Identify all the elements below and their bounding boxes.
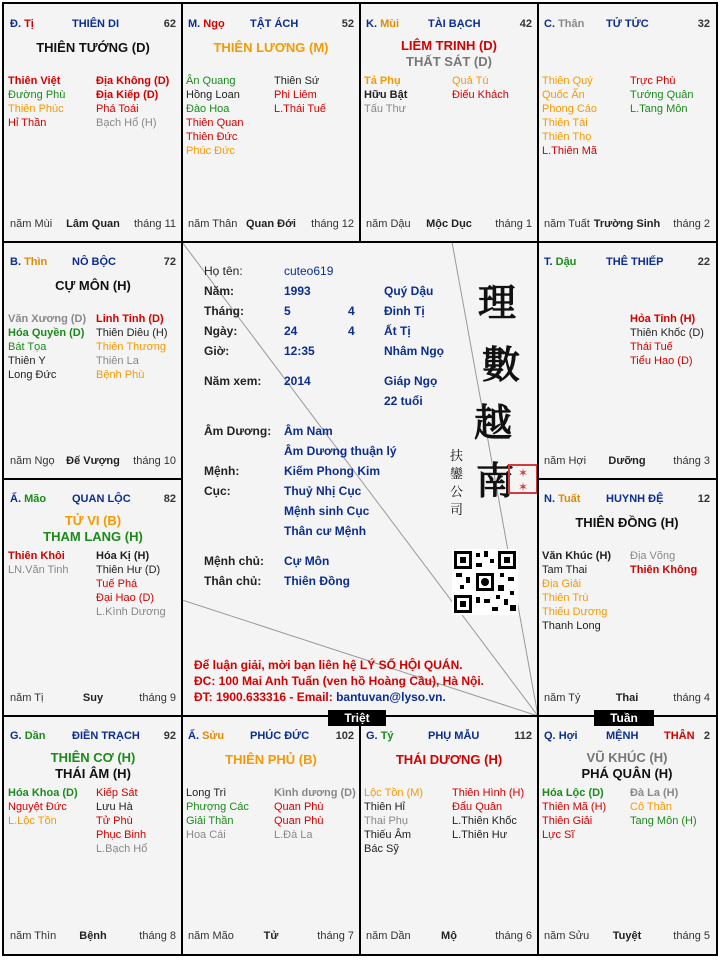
- palace-stage: Lâm Quan: [66, 218, 120, 230]
- minor-star: Thiên Khốc (D): [630, 327, 704, 339]
- minor-star: Tang Môn (H): [630, 815, 697, 827]
- palace-can-chi: T. Dậu: [544, 256, 577, 268]
- palace-year: năm Hợi: [544, 455, 587, 467]
- bad-stars-column: [630, 74, 694, 116]
- palace-name: QUAN LỘC: [72, 493, 131, 505]
- minor-star: Hóa Quyền (D): [8, 327, 85, 339]
- minor-star: Tiểu Hao (D): [630, 355, 693, 367]
- month-canchi: Đinh Tị: [384, 304, 425, 318]
- palace-number: 2: [703, 730, 710, 742]
- palace-stage: Thai: [615, 692, 639, 704]
- month-value: 5: [284, 304, 291, 318]
- main-star: THIÊN CƠ (H): [50, 750, 136, 765]
- palace-name: TÀI BẠCH: [428, 18, 481, 30]
- age: 22 tuổi: [384, 394, 423, 408]
- palace-stage: Bệnh: [79, 930, 107, 942]
- palace-footer: [544, 930, 710, 944]
- cuc-note-2: Thân cư Mệnh: [284, 524, 367, 538]
- minor-star: Bát Tọa: [8, 341, 47, 353]
- minor-star: Lưu Hà: [96, 801, 133, 813]
- palace-year: năm Dậu: [366, 218, 411, 230]
- minor-star: Hóa Khoa (D): [8, 787, 78, 799]
- palace-name: MỆNH: [606, 730, 639, 742]
- minor-star: Hồng Loan: [186, 89, 240, 101]
- calligraphy-char-4: 南: [476, 458, 515, 503]
- palace-number: 22: [697, 256, 710, 268]
- year-label: Năm:: [204, 284, 235, 298]
- palace-number: 62: [163, 18, 176, 30]
- minor-star: L.Tang Môn: [630, 103, 688, 115]
- palace-footer: [10, 455, 176, 469]
- minor-star: Kình dương (D): [274, 787, 356, 799]
- palace-name: TỬ TỨC: [606, 18, 649, 30]
- palace-number: 102: [335, 730, 354, 742]
- palace-ngo: [182, 4, 360, 242]
- bad-stars-column: [96, 549, 166, 619]
- qr-code-icon[interactable]: [452, 549, 518, 615]
- minor-star: Đẩu Quân: [452, 801, 503, 813]
- minor-star: Tấu Thư: [364, 103, 407, 115]
- day-label: Ngày:: [204, 324, 238, 338]
- calligraphy-char-2: 數: [482, 342, 521, 387]
- palace-mui: [360, 4, 538, 242]
- palace-suu: [182, 716, 360, 954]
- palace-can-chi: N. Tuất: [544, 493, 581, 505]
- minor-star: Địa Giải: [542, 578, 582, 590]
- minor-star: Bác Sỹ: [364, 843, 399, 855]
- palace-footer: [188, 930, 354, 944]
- year-value: 1993: [284, 284, 311, 298]
- good-stars-column: [8, 74, 65, 130]
- palace-name: NÔ BỘC: [72, 256, 116, 268]
- minor-star: Thiên Tài: [542, 117, 588, 129]
- good-stars-column: [8, 786, 78, 828]
- palace-can-chi: G. Tý: [366, 730, 394, 742]
- palace-footer: [544, 692, 710, 706]
- good-stars-column: [542, 786, 606, 842]
- palace-header: [366, 724, 532, 740]
- center-info-panel: [182, 242, 538, 716]
- good-stars-column: [8, 312, 86, 382]
- minor-star: Long Trì: [186, 787, 227, 799]
- minor-star: Thiên Việt: [8, 75, 61, 87]
- minor-star: Bạch Hổ (H): [96, 117, 157, 129]
- minor-star: Thiên Khôi: [8, 550, 65, 562]
- good-stars-column: [364, 786, 423, 856]
- minor-star: Hóa Kị (H): [96, 550, 150, 562]
- name-value: cuteo619: [284, 264, 334, 278]
- minor-star: Đường Phù: [8, 89, 66, 101]
- main-star: VŨ KHÚC (H): [586, 750, 668, 765]
- minor-star: Phượng Các: [186, 801, 249, 813]
- hour-canchi: Nhâm Ngọ: [384, 344, 444, 358]
- minor-star: Đà La (H): [630, 787, 679, 799]
- palace-header: [10, 250, 176, 266]
- minor-star: Long Đức: [8, 369, 57, 381]
- main-star: THIÊN LƯƠNG (M): [213, 40, 329, 55]
- main-star: THÁI DƯƠNG (H): [395, 752, 503, 767]
- minor-star: Trực Phù: [630, 75, 676, 87]
- minor-star: Thiên Đức: [186, 131, 238, 143]
- amduong-label: Âm Dương:: [204, 424, 272, 438]
- minor-star: Phi Liêm: [274, 89, 317, 101]
- minor-star: L.Kình Dương: [96, 606, 166, 618]
- minor-star: Thiên Không: [630, 564, 698, 576]
- minor-star: Phục Binh: [96, 829, 147, 841]
- palace-month: tháng 12: [311, 218, 354, 230]
- minor-star: Hoa Cái: [186, 829, 226, 841]
- palace-stage: Đế Vượng: [66, 455, 120, 467]
- bad-stars-column: [630, 786, 697, 828]
- palace-month: tháng 1: [495, 218, 532, 230]
- bad-stars-column: [630, 549, 697, 577]
- minor-star: Kiếp Sát: [96, 787, 138, 799]
- palace-month: tháng 6: [495, 930, 532, 942]
- palace-header: [544, 12, 710, 28]
- palace-header: [188, 724, 354, 740]
- palace-number: 32: [697, 18, 710, 30]
- palace-year: năm Tị: [10, 692, 44, 704]
- view-year-label: Năm xem:: [204, 374, 262, 388]
- good-stars-column: [364, 74, 407, 116]
- main-star: THIÊN TƯỚNG (D): [36, 40, 150, 55]
- minor-star: Thiên Sứ: [274, 75, 320, 87]
- main-star: PHÁ QUÂN (H): [581, 766, 673, 781]
- amduong-note: Âm Dương thuận lý: [284, 444, 397, 458]
- minor-star: Linh Tinh (D): [96, 313, 164, 325]
- minor-star: Thiên Quan: [186, 117, 244, 129]
- minor-star: Thiếu Dương: [542, 606, 608, 618]
- minor-star: Bệnh Phù: [96, 369, 145, 381]
- palace-ty: [360, 716, 538, 954]
- good-stars-column: [542, 74, 597, 158]
- palace-stage: Quan Đới: [246, 218, 296, 230]
- palace-month: tháng 9: [139, 692, 176, 704]
- month-lunar: 4: [348, 304, 355, 318]
- palace-than: [538, 4, 716, 242]
- small-calligraphy: 扶鑾公司: [450, 449, 464, 518]
- palace-mao: [4, 479, 182, 716]
- palace-number: 12: [697, 493, 710, 505]
- palace-name: THÊ THIẾP: [606, 256, 664, 268]
- main-star: THIÊN PHỦ (B): [225, 752, 317, 767]
- palace-number: 92: [163, 730, 176, 742]
- palace-year: năm Thân: [188, 218, 238, 230]
- palace-name: PHỤ MẪU: [428, 730, 480, 742]
- minor-star: Thiên Trù: [542, 592, 589, 604]
- minor-star: Hữu Bật: [364, 89, 408, 101]
- palace-header: [10, 12, 176, 28]
- menh-chu-value: Cự Môn: [284, 554, 330, 568]
- contact-line-1: Để luận giải, mời bạn liên hệ LÝ SỐ HỘI QUÁN.: [194, 658, 463, 672]
- minor-star: L.Thiên Mã: [542, 145, 598, 157]
- palace-month: tháng 8: [139, 930, 176, 942]
- palace-header: [544, 724, 710, 740]
- palace-can-chi: C. Thân: [544, 18, 585, 30]
- palace-footer: [10, 692, 176, 706]
- palace-month: tháng 3: [673, 455, 710, 467]
- cuc-value: Thuỷ Nhị Cục: [284, 484, 362, 498]
- palace-tuat: [538, 479, 716, 716]
- palace-can-chi: K. Mùi: [366, 18, 400, 30]
- good-stars-column: [186, 786, 249, 842]
- minor-star: Quả Tú: [452, 75, 489, 87]
- palace-can-chi: Q. Hợi: [544, 730, 578, 742]
- palace-month: tháng 10: [133, 455, 176, 467]
- minor-star: Hóa Lộc (D): [542, 787, 604, 799]
- minor-star: L.Thiên Khốc: [452, 815, 517, 827]
- main-star: THIÊN ĐỒNG (H): [575, 515, 679, 530]
- year-canchi: Quý Dậu: [384, 284, 434, 298]
- palace-stage: Trường Sinh: [593, 218, 661, 230]
- minor-star: Thiên Hư (D): [96, 564, 161, 576]
- minor-star: Tướng Quân: [630, 89, 694, 101]
- palace-ti: [4, 4, 182, 242]
- minor-star: Thiên Thọ: [542, 131, 592, 143]
- palace-hoi: [538, 716, 716, 954]
- palace-footer: [366, 218, 532, 232]
- bad-stars-column: [96, 312, 168, 382]
- palace-stage: Mộ: [441, 930, 457, 942]
- main-star: TỬ VI (B): [64, 513, 122, 528]
- minor-star: Thiên Thương: [96, 341, 167, 353]
- minor-star: Thiên Hỉ: [364, 801, 405, 813]
- palace-footer: [544, 218, 710, 232]
- minor-star: Thiên Phúc: [8, 103, 64, 115]
- month-label: Tháng:: [204, 304, 244, 318]
- minor-star: Văn Xương (D): [8, 313, 87, 325]
- palace-stage: Tử: [263, 930, 279, 942]
- minor-star: Phá Toái: [96, 103, 139, 115]
- palace-year: năm Sửu: [544, 930, 590, 942]
- palace-stage: Mộc Dục: [426, 218, 472, 230]
- calligraphy-char-3: 越: [474, 400, 513, 445]
- palace-month: tháng 4: [673, 692, 710, 704]
- minor-star: Phúc Đức: [186, 145, 235, 157]
- palace-number: 82: [163, 493, 176, 505]
- minor-star: Điếu Khách: [452, 89, 509, 101]
- palace-footer: [366, 930, 532, 944]
- palace-can-chi: Ấ. Mão: [10, 493, 47, 505]
- palace-year: năm Dần: [366, 930, 411, 942]
- bad-stars-column: [96, 74, 169, 130]
- palace-name: ĐIỀN TRẠCH: [72, 730, 140, 742]
- minor-star: Thiên Quý: [542, 75, 593, 87]
- palace-footer: [10, 218, 176, 232]
- main-star: LIÊM TRINH (D): [400, 38, 498, 53]
- minor-star: Thiên Hình (H): [452, 787, 525, 799]
- bad-stars-column: [452, 74, 509, 102]
- good-stars-column: [8, 549, 69, 577]
- than-chu-label: Thân chủ:: [204, 574, 262, 588]
- minor-star: L.Bạch Hổ: [96, 843, 148, 855]
- menh-value: Kiếm Phong Kim: [284, 464, 381, 478]
- palace-header: [544, 250, 710, 266]
- palace-can-chi: Đ. Tị: [10, 18, 34, 30]
- minor-star: Đào Hoa: [186, 103, 230, 115]
- minor-star: Quốc Ấn: [542, 89, 585, 101]
- triet-tag: Triệt: [328, 710, 386, 726]
- good-stars-column: [186, 74, 243, 158]
- main-star: THÁI ÂM (H): [55, 766, 131, 781]
- minor-star: Địa Kiếp (D): [96, 89, 159, 101]
- palace-footer: [10, 930, 176, 944]
- minor-star: Tả Phụ: [364, 75, 401, 87]
- palace-header: [188, 12, 354, 28]
- bad-stars-column: [96, 786, 147, 856]
- minor-star: Tuế Phá: [96, 578, 138, 590]
- cuc-label: Cục:: [204, 484, 231, 498]
- minor-star: L.Thiên Hư: [452, 829, 508, 841]
- palace-header: [10, 487, 176, 503]
- hour-value: 12:35: [284, 344, 315, 358]
- view-year-value: 2014: [284, 374, 311, 388]
- palace-footer: [544, 455, 710, 469]
- bad-stars-column: [452, 786, 524, 842]
- palace-footer: [188, 218, 354, 232]
- minor-star: Hỉ Thần: [8, 117, 47, 129]
- palace-month: tháng 11: [133, 218, 176, 230]
- palace-month: tháng 5: [673, 930, 710, 942]
- minor-star: Ân Quang: [186, 75, 236, 87]
- palace-stage: Suy: [82, 692, 104, 704]
- palace-can-chi: G. Dần: [10, 730, 46, 742]
- palace-year: năm Tuất: [544, 218, 590, 230]
- bad-stars-column: [274, 74, 326, 116]
- amduong-value: Âm Nam: [284, 424, 333, 438]
- than-marker: THÂN: [664, 730, 695, 742]
- minor-star: Đại Hao (D): [96, 592, 155, 604]
- palace-number: 52: [341, 18, 354, 30]
- palace-name: PHÚC ĐỨC: [250, 730, 310, 742]
- minor-star: Thiên Giải: [542, 815, 593, 827]
- menh-chu-label: Mệnh chủ:: [204, 554, 264, 568]
- minor-star: Tam Thai: [542, 564, 588, 576]
- minor-star: Thiên La: [96, 355, 139, 367]
- cuc-note-1: Mệnh sinh Cục: [284, 504, 370, 518]
- day-value: 24: [284, 324, 298, 338]
- minor-star: Giải Thần: [186, 815, 234, 827]
- red-seal-icon: ✶ ✶: [508, 464, 538, 494]
- minor-star: LN.Văn Tinh: [8, 564, 69, 576]
- palace-number: 72: [163, 256, 176, 268]
- minor-star: Lực Sĩ: [542, 829, 575, 841]
- palace-year: năm Mão: [188, 930, 234, 942]
- palace-month: tháng 7: [317, 930, 354, 942]
- palace-header: [10, 724, 176, 740]
- palace-number: 42: [519, 18, 532, 30]
- palace-can-chi: Ấ. Sửu: [188, 730, 225, 742]
- palace-can-chi: B. Thìn: [10, 256, 48, 268]
- tuan-tag: Tuần: [594, 710, 654, 726]
- minor-star: Quan Phù: [274, 801, 324, 813]
- contact-line-2: ĐC: 100 Mai Anh Tuấn (ven hồ Hoàng Cầu), Hà Nội.: [194, 674, 485, 688]
- palace-header: [544, 487, 710, 503]
- minor-star: Thiên Mã (H): [542, 801, 607, 813]
- minor-star: Hỏa Tinh (H): [630, 313, 696, 325]
- palace-year: năm Ngọ: [10, 455, 55, 467]
- palace-dau: [538, 242, 716, 479]
- palace-stage: Tuyệt: [612, 930, 642, 942]
- minor-star: Thái Tuế: [630, 341, 673, 353]
- minor-star: Phong Cáo: [542, 103, 598, 115]
- palace-year: năm Tý: [544, 692, 581, 704]
- palace-number: 112: [514, 730, 532, 742]
- menh-label: Mệnh:: [204, 464, 240, 478]
- minor-star: Thai Phụ: [364, 815, 409, 827]
- than-chu-value: Thiên Đồng: [284, 574, 350, 588]
- day-lunar: 4: [348, 324, 355, 338]
- palace-thin: [4, 242, 182, 479]
- hour-label: Giờ:: [204, 344, 230, 358]
- minor-star: Thanh Long: [542, 620, 601, 632]
- palace-name: TẬT ÁCH: [250, 18, 299, 30]
- palace-name: HUYNH ĐỆ: [606, 493, 664, 505]
- bad-stars-column: [274, 786, 356, 842]
- contact-email[interactable]: bantuvan@lyso.vn.: [336, 690, 446, 704]
- contact-line-3: [194, 690, 446, 704]
- minor-star: Thiên Y: [8, 355, 46, 367]
- palace-stage: Dưỡng: [608, 455, 646, 467]
- minor-star: Tử Phù: [96, 815, 133, 827]
- minor-star: Thiếu Âm: [364, 829, 412, 841]
- minor-star: Quan Phù: [274, 815, 324, 827]
- day-canchi: Ất Tị: [384, 324, 411, 338]
- minor-star: Nguyệt Đức: [8, 801, 67, 813]
- palace-month: tháng 2: [673, 218, 710, 230]
- minor-star: L.Đà La: [274, 829, 313, 841]
- minor-star: Địa Võng: [630, 550, 676, 562]
- minor-star: L.Thái Tuế: [274, 103, 326, 115]
- palace-year: năm Mùi: [10, 218, 53, 230]
- view-year-canchi: Giáp Ngọ: [384, 374, 438, 388]
- contact-phone: ĐT: 1900.633316 - Email:: [194, 690, 337, 704]
- palace-year: năm Thìn: [10, 930, 57, 942]
- calligraphy-char-1: 理: [478, 280, 517, 325]
- main-star: THAM LANG (H): [43, 529, 143, 544]
- palace-name: THIÊN DI: [72, 18, 120, 30]
- minor-star: Lộc Tồn (M): [364, 787, 424, 799]
- main-star: CỰ MÔN (H): [55, 278, 131, 293]
- main-star: THẤT SÁT (D): [406, 54, 492, 69]
- minor-star: Thiên Diêu (H): [96, 327, 168, 339]
- minor-star: L.Lộc Tồn: [8, 815, 57, 827]
- name-label: Họ tên:: [204, 264, 243, 278]
- palace-dan: [4, 716, 182, 954]
- bad-stars-column: [630, 312, 704, 368]
- minor-star: Cô Thần: [630, 801, 672, 813]
- minor-star: Địa Không (D): [96, 75, 170, 87]
- palace-can-chi: M. Ngọ: [188, 18, 225, 30]
- good-stars-column: [542, 549, 611, 633]
- minor-star: Văn Khúc (H): [542, 550, 612, 562]
- palace-header: [366, 12, 532, 28]
